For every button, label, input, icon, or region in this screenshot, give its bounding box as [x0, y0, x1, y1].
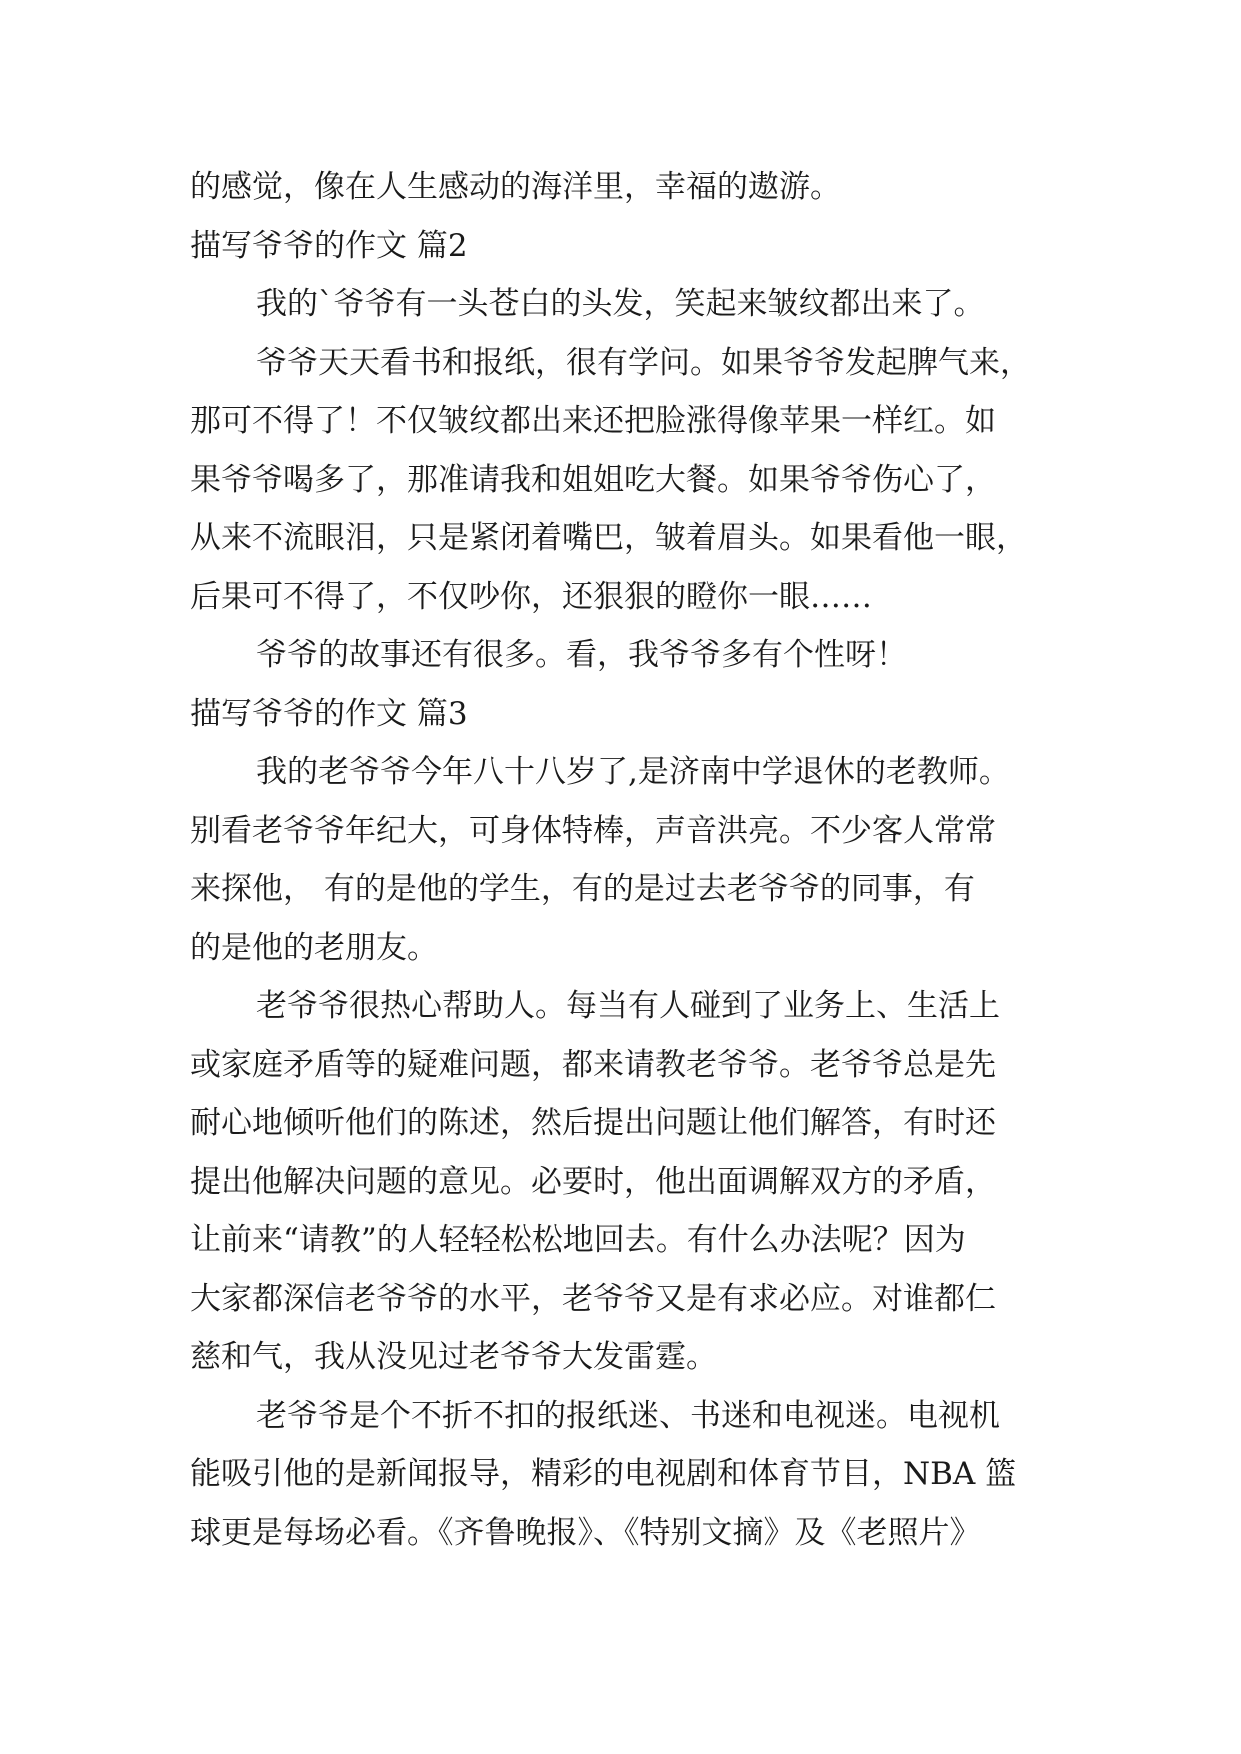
text-line: 从来不流眼泪，只是紧闭着嘴巴，皱着眉头。如果看他一眼，	[190, 520, 1027, 556]
text-line: 慈和气，我从没见过老爷爷大发雷霆。	[190, 1339, 717, 1375]
text-line: 果爷爷喝多了，那准请我和姐姐吃大餐。如果爷爷伤心了，	[190, 461, 996, 498]
text-line: 的感觉，像在人生感动的海洋里，幸福的遨游。	[190, 169, 841, 205]
text-line: 让前来“请教”的人轻轻松松地回去。有什么办法呢？因为	[190, 1222, 966, 1258]
text-line: 球更是每场必看。《齐鲁晚报》、《特别文摘》及《老照片》	[190, 1514, 981, 1551]
text-line: 的是他的老朋友。	[190, 929, 438, 966]
text-line: 大家都深信老爷爷的水平，老爷爷又是有求必应。对谁都仁	[190, 1280, 996, 1317]
text-line: 或家庭矛盾等的疑难问题，都来请教老爷爷。老爷爷总是先	[190, 1046, 996, 1083]
text-line: 后果可不得了，不仅吵你，还狠狠的瞪你一眼……	[190, 578, 872, 615]
text-line: 耐心地倾听他们的陈述，然后提出问题让他们解答，有时还	[190, 1105, 996, 1141]
text-line: 老爷爷是个不折不扣的报纸迷、书迷和电视迷。电视机	[256, 1397, 1000, 1434]
text-line: 别看老爷爷年纪大，可身体特棒，声音洪亮。不少客人常常	[190, 812, 996, 849]
text-line: 提出他解决问题的意见。必要时，他出面调解双方的矛盾，	[190, 1163, 996, 1200]
section-heading: 描写爷爷的作文 篇3	[190, 695, 468, 732]
text-line: 我的`爷爷有一头苍白的头发，笑起来皱纹都出来了。	[256, 286, 985, 322]
text-line: 能吸引他的是新闻报导，精彩的电视剧和体育节目，NBA 篮	[190, 1456, 1017, 1492]
text-line: 来探他， 有的是他的学生，有的是过去老爷爷的同事，有	[190, 871, 975, 907]
text-line: 老爷爷很热心帮助人。每当有人碰到了业务上、生活上	[256, 988, 1000, 1024]
document-body	[190, 158, 1070, 1562]
text-line: 爷爷的故事还有很多。看，我爷爷多有个性呀！	[256, 637, 907, 673]
text-line: 爷爷天天看书和报纸，很有学问。如果爷爷发起脾气来，	[256, 344, 1031, 381]
section-heading: 描写爷爷的作文 篇2	[190, 227, 468, 264]
text-line: 那可不得了！不仅皱纹都出来还把脸涨得像苹果一样红。如	[190, 403, 996, 439]
text-line: 我的老爷爷今年八十八岁了,是济南中学退休的老教师。	[256, 754, 1010, 790]
